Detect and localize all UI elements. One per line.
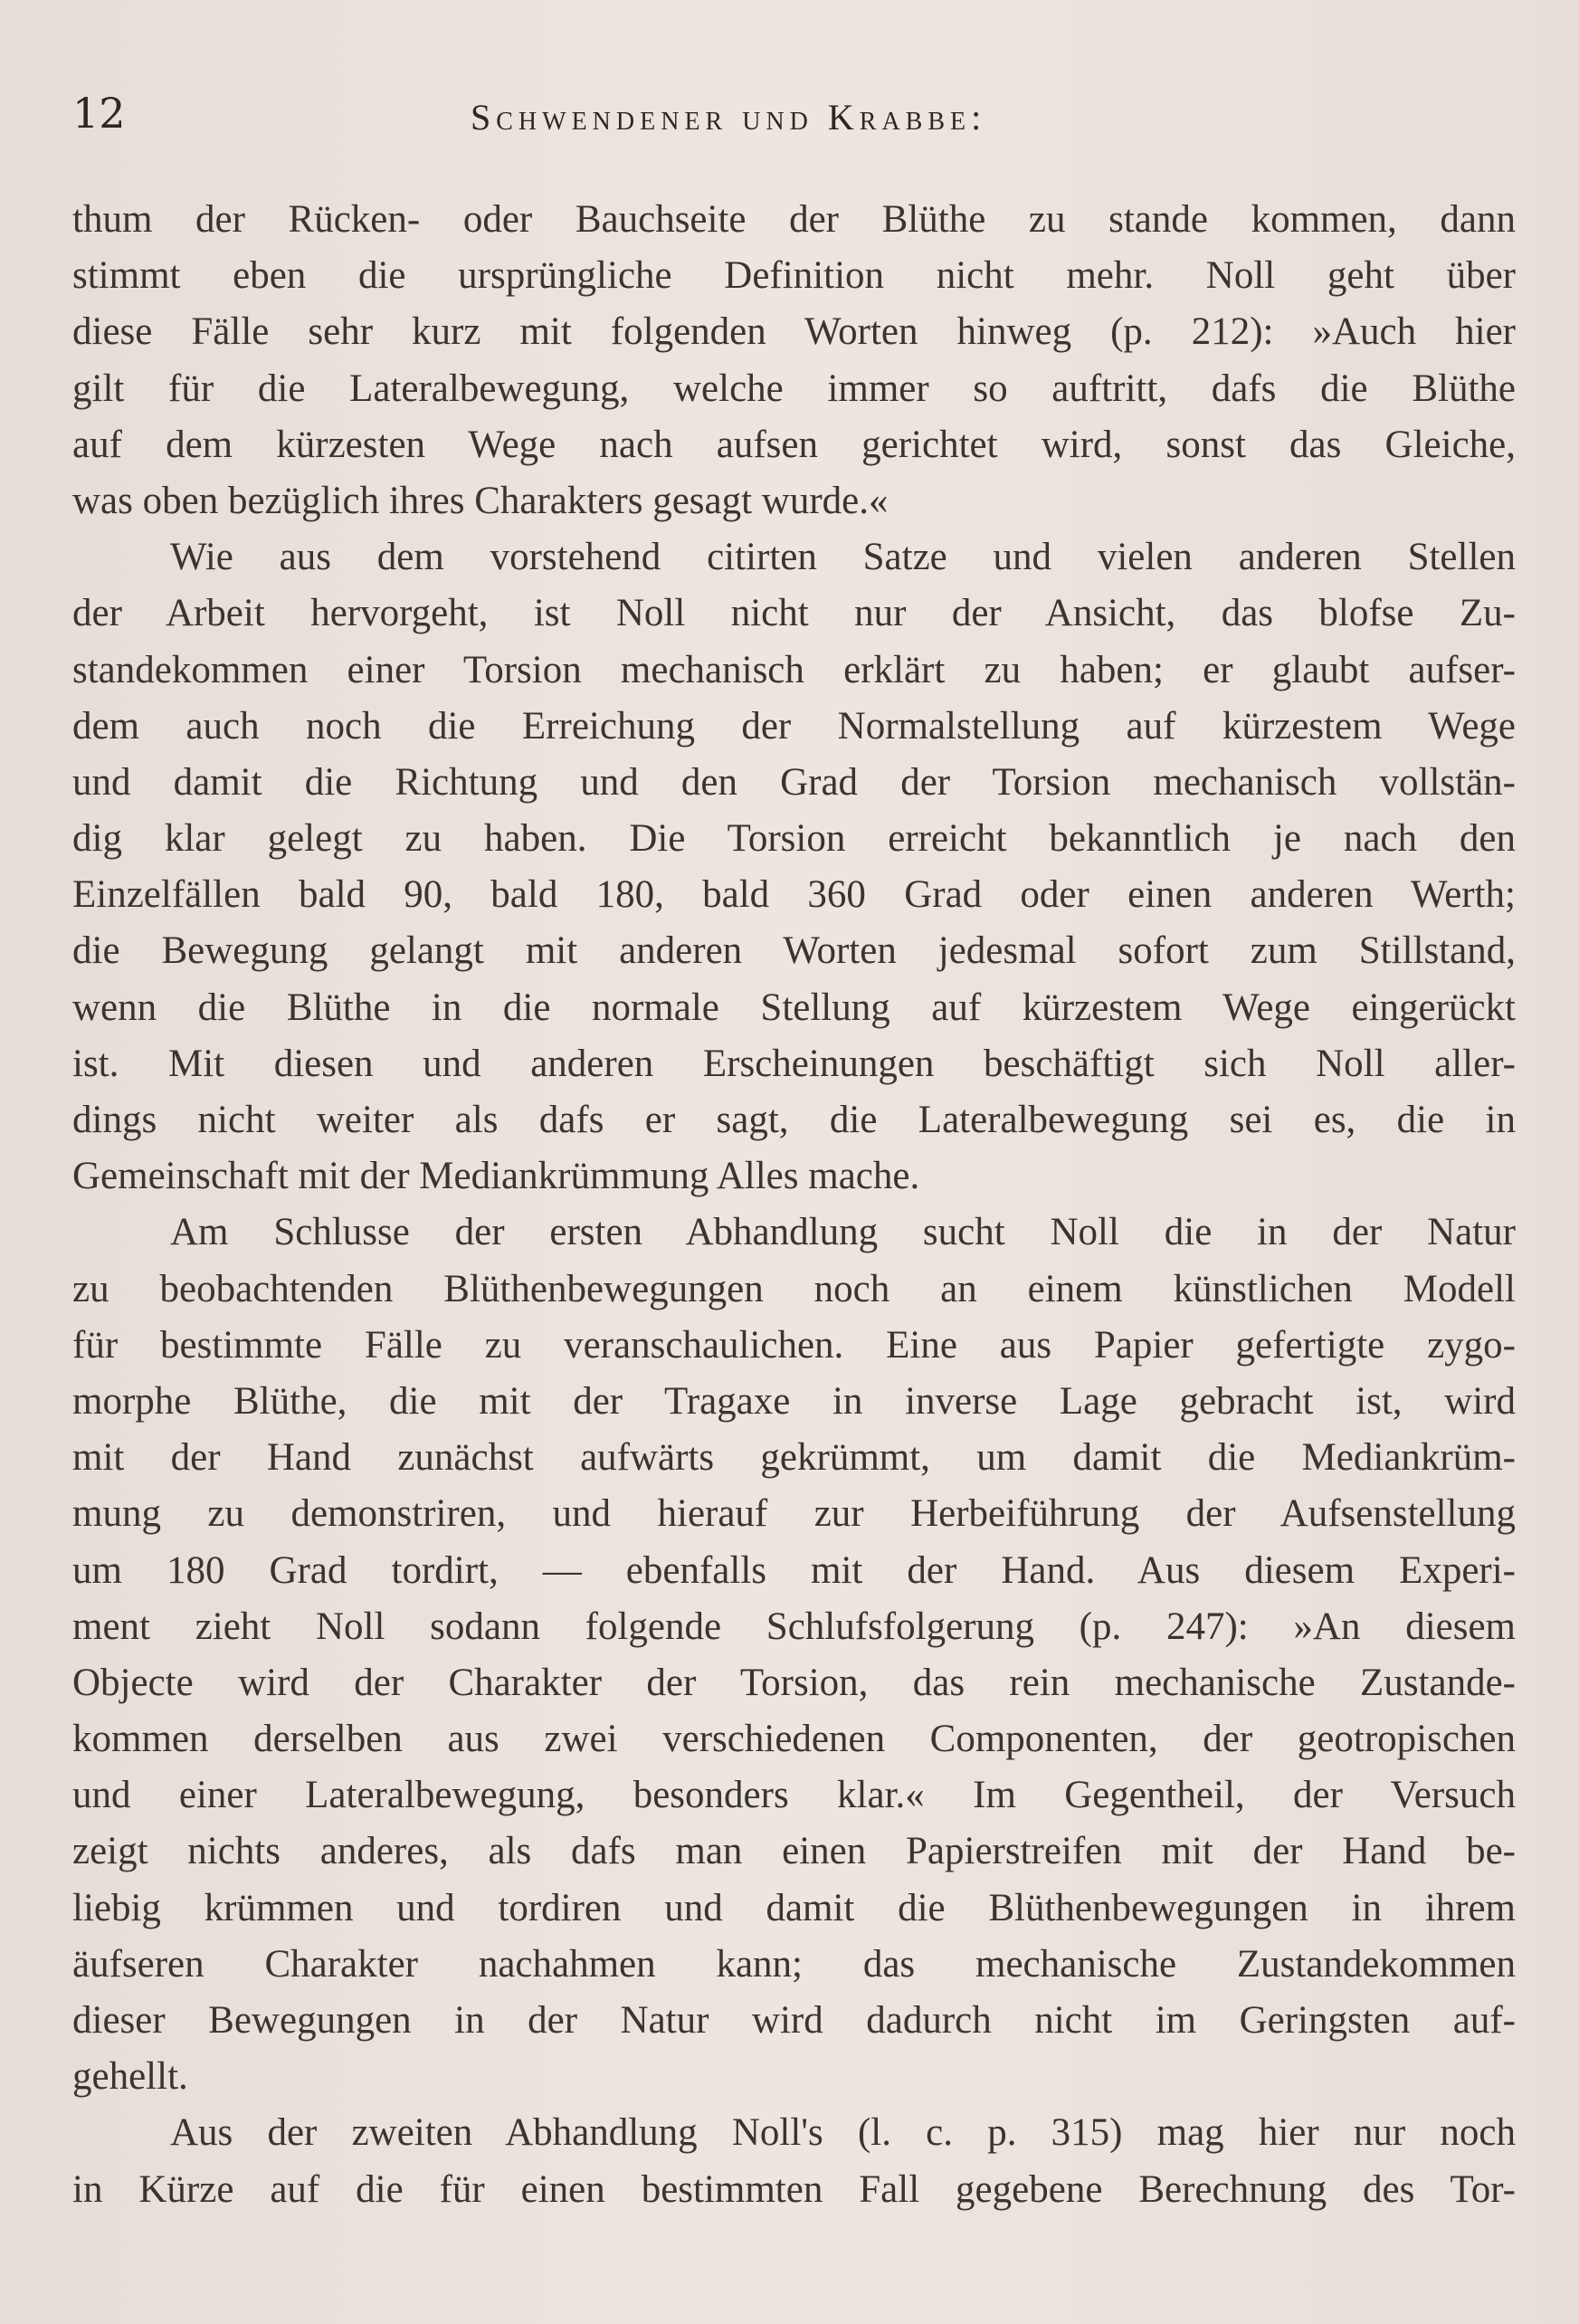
text-line: und damit die Richtung und den Grad der Torsion mechanisch vollstän- [72,760,1516,804]
text-line: der Arbeit hervorgeht, ist Noll nicht nur der Ansicht, das blofse Zu- [72,592,1516,635]
text-line: für bestimmte Fälle zu veranschaulichen. Eine aus Papier gefertigte zygo- [72,1323,1516,1367]
text-line: Objecte wird der Charakter der Torsion, das rein mechanische Zustande- [72,1661,1516,1704]
text-line: standekommen einer Torsion mechanisch erklärt zu haben; er glaubt aufser- [72,648,1516,691]
text-line: ist. Mit diesen und anderen Erscheinungen beschäftigt sich Noll aller- [72,1042,1516,1085]
text-line: ment zieht Noll sodann folgende Schlufsfolgerung (p. 247): »An diesem [72,1605,1516,1648]
text-line: Gemeinschaft mit der Mediankrümmung Alles mache. [72,1155,920,1198]
text-line: auf dem kürzesten Wege nach aufsen gerichtet wird, sonst das Gleiche, [72,423,1516,466]
text-line: gilt für die Lateralbewegung, welche immer so auftritt, dafs die Blüthe [72,367,1516,410]
text-line: dem auch noch die Erreichung der Normalstellung auf kürzestem Wege [72,704,1516,748]
text-line: äufseren Charakter nachahmen kann; das mechanische Zustandekommen [72,1942,1516,1986]
page-header [72,89,1520,152]
text-line: morphe Blüthe, die mit der Tragaxe in inverse Lage gebracht ist, wird [72,1379,1516,1423]
text-line: diese Fälle sehr kurz mit folgenden Worten hinweg (p. 212): »Auch hier [72,310,1516,354]
text-line: die Bewegung gelangt mit anderen Worten jedesmal sofort zum Stillstand, [72,929,1516,973]
text-line: dieser Bewegungen in der Natur wird dadurch nicht im Geringsten auf- [72,1999,1516,2042]
page-number: 12 [72,89,126,138]
text-line: Einzelfällen bald 90, bald 180, bald 360 Grad oder einen anderen Werth; [72,873,1516,917]
text-line: Aus der zweiten Abhandlung Noll's (l. c. p. 315) mag hier nur noch [170,2111,1516,2155]
text-line: dig klar gelegt zu haben. Die Torsion erreicht bekanntlich je nach den [72,817,1516,861]
text-line: Am Schlusse der ersten Abhandlung sucht Noll die in der Natur [170,1211,1516,1254]
text-line: und einer Lateralbewegung, besonders klar.« Im Gegentheil, der Versuch [72,1774,1516,1817]
text-line: zu beobachtenden Blüthenbewegungen noch an einem künstlichen Modell [72,1267,1516,1310]
text-line: mit der Hand zunächst aufwärts gekrümmt, um damit die Mediankrüm- [72,1436,1516,1480]
text-line: um 180 Grad tordirt, — ebenfalls mit der Hand. Aus diesem Experi- [72,1548,1516,1592]
text-line: zeigt nichts anderes, als dafs man einen Papierstreifen mit der Hand be- [72,1830,1516,1873]
body-text [72,192,1516,2218]
text-line: thum der Rücken- oder Bauchseite der Blüthe zu stande kommen, dann [72,198,1516,241]
text-line: dings nicht weiter als dafs er sagt, die Lateralbewegung sei es, die in [72,1099,1516,1141]
text-line: kommen derselben aus zwei verschiedenen Componenten, der geotropischen [72,1718,1516,1761]
text-line: wenn die Blüthe in die normale Stellung auf kürzestem Wege eingerückt [72,986,1516,1029]
text-line: stimmt eben die ursprüngliche Definition nicht mehr. Noll geht über [72,254,1516,298]
text-line: gehellt. [72,2055,188,2099]
text-line: in Kürze auf die für einen bestimmten Fall gegebene Berechnung des Tor- [72,2167,1516,2211]
text-line: liebig krümmen und tordiren und damit die Blüthenbewegungen in ihrem [72,1886,1516,1929]
text-line: Wie aus dem vorstehend citirten Satze und vielen anderen Stellen [170,536,1516,579]
running-head: Schwendener und Krabbe: [471,97,987,138]
text-line: mung zu demonstriren, und hierauf zur Herbeiführung der Aufsenstellung [72,1492,1516,1536]
text-line: was oben bezüglich ihres Charakters gesagt wurde.« [72,479,889,522]
